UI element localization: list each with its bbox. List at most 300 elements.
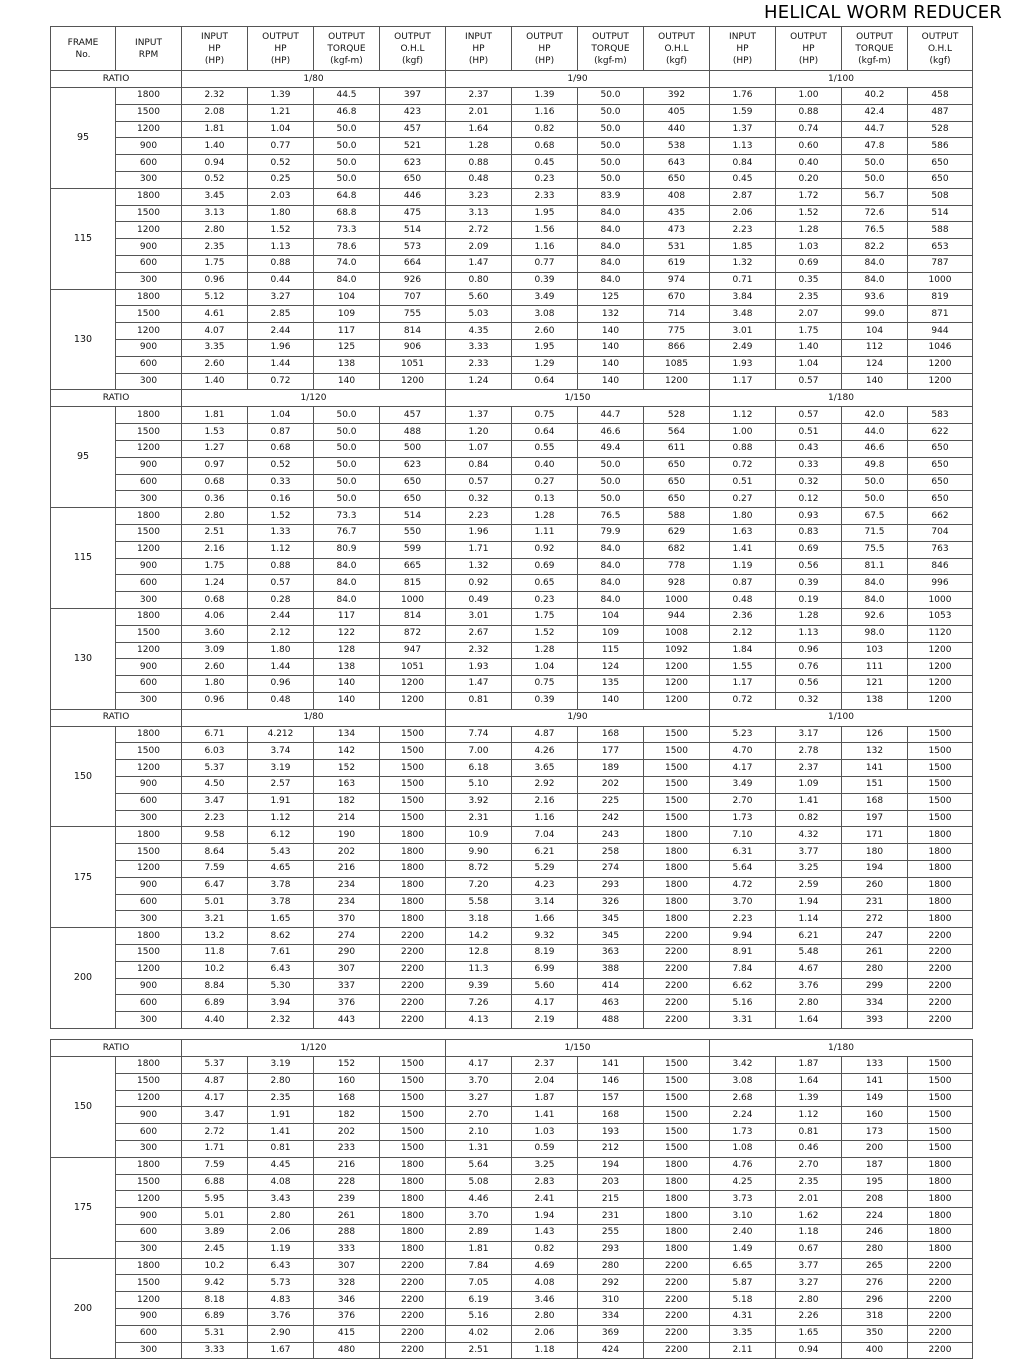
value-cell: 586 — [908, 138, 973, 155]
value-cell: 50.0 — [314, 474, 380, 491]
value-cell: 6.71 — [182, 726, 248, 743]
input-rpm-cell: 600 — [116, 894, 182, 911]
value-cell: 6.21 — [776, 928, 842, 945]
value-cell: 0.87 — [710, 575, 776, 592]
data-row — [51, 155, 973, 172]
document-title: HELICAL WORM REDUCER — [764, 2, 1002, 23]
value-cell: 4.17 — [512, 995, 578, 1012]
value-cell: 4.45 — [248, 1157, 314, 1174]
value-cell: 0.52 — [248, 155, 314, 172]
value-cell: 8.84 — [182, 978, 248, 995]
value-cell: 1.07 — [446, 440, 512, 457]
value-cell: 2200 — [644, 1325, 710, 1342]
value-cell: 5.30 — [248, 978, 314, 995]
value-cell: 1.32 — [446, 558, 512, 575]
ratio-value: 1/180 — [710, 390, 973, 407]
input-rpm-cell: 900 — [116, 1208, 182, 1225]
value-cell: 3.76 — [776, 978, 842, 995]
value-cell: 0.77 — [512, 255, 578, 272]
data-row — [51, 104, 973, 121]
value-cell: 50.0 — [842, 474, 908, 491]
value-cell: 0.96 — [776, 642, 842, 659]
value-cell: 234 — [314, 894, 380, 911]
value-cell: 160 — [314, 1073, 380, 1090]
value-cell: 528 — [908, 121, 973, 138]
value-cell: 1.80 — [710, 508, 776, 525]
value-cell: 0.56 — [776, 676, 842, 693]
value-cell: 1.75 — [512, 608, 578, 625]
value-cell: 4.87 — [512, 726, 578, 743]
value-cell: 12.8 — [446, 945, 512, 962]
ratio-value: 1/80 — [182, 71, 446, 88]
data-row — [51, 777, 973, 794]
value-cell: 42.0 — [842, 407, 908, 424]
value-cell: 5.37 — [182, 1057, 248, 1074]
value-cell: 1.37 — [446, 407, 512, 424]
value-cell: 2.70 — [710, 793, 776, 810]
input-rpm-cell: 1500 — [116, 844, 182, 861]
value-cell: 49.8 — [842, 457, 908, 474]
value-cell: 0.72 — [248, 373, 314, 390]
value-cell: 2.10 — [446, 1124, 512, 1141]
value-cell: 50.0 — [578, 171, 644, 188]
value-cell: 6.88 — [182, 1174, 248, 1191]
frame-number: 95 — [51, 407, 116, 508]
value-cell: 2.80 — [512, 1308, 578, 1325]
frame-number: 200 — [51, 928, 116, 1029]
value-cell: 1000 — [908, 592, 973, 609]
frame-number: 175 — [51, 827, 116, 928]
value-cell: 2.08 — [182, 104, 248, 121]
value-cell: 1.37 — [710, 121, 776, 138]
value-cell: 3.70 — [446, 1208, 512, 1225]
value-cell: 2.01 — [446, 104, 512, 121]
value-cell: 1000 — [908, 272, 973, 289]
data-row — [51, 1191, 973, 1208]
value-cell: 4.72 — [710, 877, 776, 894]
value-cell: 1.16 — [512, 810, 578, 827]
value-cell: 50.0 — [578, 474, 644, 491]
data-row — [51, 440, 973, 457]
value-cell: 1.39 — [248, 88, 314, 105]
value-cell: 2.72 — [182, 1124, 248, 1141]
value-cell: 216 — [314, 1157, 380, 1174]
value-cell: 9.90 — [446, 844, 512, 861]
value-cell: 109 — [314, 306, 380, 323]
value-cell: 261 — [842, 945, 908, 962]
value-cell: 1.14 — [776, 911, 842, 928]
value-cell: 208 — [842, 1191, 908, 1208]
value-cell: 4.17 — [710, 760, 776, 777]
data-row — [51, 575, 973, 592]
value-cell: 0.27 — [710, 491, 776, 508]
value-cell: 1500 — [644, 1107, 710, 1124]
value-cell: 50.0 — [578, 457, 644, 474]
value-cell: 458 — [908, 88, 973, 105]
value-cell: 47.8 — [842, 138, 908, 155]
value-cell: 3.18 — [446, 911, 512, 928]
value-cell: 4.08 — [248, 1174, 314, 1191]
value-cell: 9.42 — [182, 1275, 248, 1292]
value-cell: 140 — [578, 356, 644, 373]
value-cell: 124 — [578, 659, 644, 676]
value-cell: 0.69 — [776, 255, 842, 272]
value-cell: 1800 — [380, 1191, 446, 1208]
value-cell: 2200 — [644, 1342, 710, 1359]
value-cell: 216 — [314, 861, 380, 878]
value-cell: 714 — [644, 306, 710, 323]
value-cell: 0.51 — [776, 424, 842, 441]
value-cell: 650 — [908, 155, 973, 172]
value-cell: 3.23 — [446, 188, 512, 205]
value-cell: 84.0 — [578, 255, 644, 272]
value-cell: 787 — [908, 255, 973, 272]
value-cell: 5.43 — [248, 844, 314, 861]
value-cell: 2200 — [644, 928, 710, 945]
value-cell: 141 — [842, 760, 908, 777]
value-cell: 1500 — [908, 1090, 973, 1107]
value-cell: 2200 — [644, 1308, 710, 1325]
ratio-value: 1/100 — [710, 709, 973, 726]
value-cell: 1.08 — [710, 1140, 776, 1157]
value-cell: 6.89 — [182, 995, 248, 1012]
value-cell: 4.50 — [182, 777, 248, 794]
value-cell: 0.96 — [248, 676, 314, 693]
data-row — [51, 188, 973, 205]
value-cell: 124 — [842, 356, 908, 373]
value-cell: 228 — [314, 1174, 380, 1191]
value-cell: 0.39 — [512, 692, 578, 709]
value-cell: 1800 — [644, 1208, 710, 1225]
value-cell: 1.75 — [776, 323, 842, 340]
value-cell: 0.71 — [710, 272, 776, 289]
value-cell: 14.2 — [446, 928, 512, 945]
input-rpm-cell: 1800 — [116, 289, 182, 306]
ratio-row — [51, 390, 973, 407]
value-cell: 488 — [380, 424, 446, 441]
value-cell: 44.0 — [842, 424, 908, 441]
value-cell: 1.41 — [248, 1124, 314, 1141]
value-cell: 2.35 — [182, 239, 248, 256]
data-row — [51, 171, 973, 188]
value-cell: 7.74 — [446, 726, 512, 743]
ratio-row — [51, 71, 973, 88]
value-cell: 2.57 — [248, 777, 314, 794]
value-cell: 189 — [578, 760, 644, 777]
value-cell: 3.35 — [710, 1325, 776, 1342]
frame-number: 175 — [51, 1157, 116, 1258]
data-row — [51, 491, 973, 508]
value-cell: 6.43 — [248, 961, 314, 978]
input-rpm-cell: 1200 — [116, 440, 182, 457]
input-rpm-cell: 1500 — [116, 205, 182, 222]
value-cell: 0.64 — [512, 373, 578, 390]
value-cell: 1.41 — [776, 793, 842, 810]
value-cell: 5.01 — [182, 1208, 248, 1225]
value-cell: 2.90 — [248, 1325, 314, 1342]
value-cell: 168 — [578, 726, 644, 743]
input-rpm-cell: 600 — [116, 155, 182, 172]
value-cell: 3.77 — [776, 1258, 842, 1275]
value-cell: 3.70 — [710, 894, 776, 911]
value-cell: 508 — [908, 188, 973, 205]
value-cell: 290 — [314, 945, 380, 962]
value-cell: 1800 — [380, 911, 446, 928]
data-row — [51, 844, 973, 861]
value-cell: 9.39 — [446, 978, 512, 995]
value-cell: 6.03 — [182, 743, 248, 760]
value-cell: 84.0 — [578, 541, 644, 558]
value-cell: 1.55 — [710, 659, 776, 676]
value-cell: 0.82 — [512, 121, 578, 138]
value-cell: 152 — [314, 760, 380, 777]
value-cell: 1.84 — [710, 642, 776, 659]
value-cell: 265 — [842, 1258, 908, 1275]
value-cell: 2.35 — [776, 289, 842, 306]
value-cell: 650 — [644, 491, 710, 508]
value-cell: 1200 — [908, 356, 973, 373]
value-cell: 1.03 — [512, 1124, 578, 1141]
value-cell: 1500 — [380, 777, 446, 794]
value-cell: 2200 — [380, 1325, 446, 1342]
value-cell: 1500 — [908, 793, 973, 810]
data-row — [51, 1208, 973, 1225]
value-cell: 0.68 — [182, 474, 248, 491]
value-cell: 56.7 — [842, 188, 908, 205]
value-cell: 0.81 — [776, 1124, 842, 1141]
value-cell: 3.25 — [776, 861, 842, 878]
column-header: OUTPUT TORQUE (kgf-m) — [578, 27, 644, 71]
data-row — [51, 1275, 973, 1292]
value-cell: 1000 — [380, 592, 446, 609]
value-cell: 3.17 — [776, 726, 842, 743]
value-cell: 763 — [908, 541, 973, 558]
value-cell: 0.82 — [512, 1241, 578, 1258]
value-cell: 134 — [314, 726, 380, 743]
value-cell: 1800 — [380, 844, 446, 861]
frame-number: 115 — [51, 508, 116, 609]
value-cell: 1200 — [380, 373, 446, 390]
value-cell: 4.70 — [710, 743, 776, 760]
value-cell: 0.45 — [512, 155, 578, 172]
value-cell: 0.97 — [182, 457, 248, 474]
value-cell: 400 — [842, 1342, 908, 1359]
value-cell: 926 — [380, 272, 446, 289]
value-cell: 5.16 — [710, 995, 776, 1012]
value-cell: 44.7 — [842, 121, 908, 138]
value-cell: 3.42 — [710, 1057, 776, 1074]
input-rpm-cell: 1200 — [116, 121, 182, 138]
value-cell: 2.59 — [776, 877, 842, 894]
value-cell: 0.52 — [182, 171, 248, 188]
value-cell: 1.17 — [710, 373, 776, 390]
value-cell: 5.64 — [446, 1157, 512, 1174]
value-cell: 1.29 — [512, 356, 578, 373]
value-cell: 1.44 — [248, 356, 314, 373]
value-cell: 3.09 — [182, 642, 248, 659]
value-cell: 4.69 — [512, 1258, 578, 1275]
value-cell: 3.19 — [248, 1057, 314, 1074]
column-header: OUTPUT HP (HP) — [776, 27, 842, 71]
value-cell: 1.28 — [512, 642, 578, 659]
ratio-value: 1/150 — [446, 1040, 710, 1057]
value-cell: 4.26 — [512, 743, 578, 760]
value-cell: 0.96 — [182, 272, 248, 289]
value-cell: 2200 — [908, 928, 973, 945]
value-cell: 1.96 — [446, 524, 512, 541]
value-cell: 480 — [314, 1342, 380, 1359]
value-cell: 2200 — [908, 1342, 973, 1359]
value-cell: 3.65 — [512, 760, 578, 777]
value-cell: 1800 — [908, 877, 973, 894]
value-cell: 1500 — [380, 726, 446, 743]
input-rpm-cell: 1200 — [116, 1090, 182, 1107]
value-cell: 50.0 — [578, 155, 644, 172]
value-cell: 326 — [578, 894, 644, 911]
value-cell: 6.21 — [512, 844, 578, 861]
value-cell: 0.88 — [710, 440, 776, 457]
value-cell: 650 — [644, 474, 710, 491]
value-cell: 4.06 — [182, 608, 248, 625]
value-cell: 345 — [578, 911, 644, 928]
performance-table-lower — [50, 1039, 973, 1359]
value-cell: 307 — [314, 1258, 380, 1275]
value-cell: 6.65 — [710, 1258, 776, 1275]
value-cell: 3.14 — [512, 894, 578, 911]
value-cell: 346 — [314, 1292, 380, 1309]
value-cell: 307 — [314, 961, 380, 978]
value-cell: 71.5 — [842, 524, 908, 541]
value-cell: 1500 — [908, 743, 973, 760]
value-cell: 125 — [578, 289, 644, 306]
value-cell: 1800 — [644, 827, 710, 844]
input-rpm-cell: 1500 — [116, 1174, 182, 1191]
value-cell: 0.16 — [248, 491, 314, 508]
value-cell: 2.35 — [248, 1090, 314, 1107]
value-cell: 1800 — [644, 1241, 710, 1258]
input-rpm-cell: 300 — [116, 491, 182, 508]
value-cell: 2200 — [380, 995, 446, 1012]
value-cell: 0.93 — [776, 508, 842, 525]
value-cell: 514 — [380, 508, 446, 525]
input-rpm-cell: 1800 — [116, 726, 182, 743]
frame-number: 130 — [51, 289, 116, 390]
value-cell: 2200 — [908, 945, 973, 962]
value-cell: 6.47 — [182, 877, 248, 894]
value-cell: 0.46 — [776, 1140, 842, 1157]
ratio-label: RATIO — [51, 71, 182, 88]
value-cell: 1.43 — [512, 1224, 578, 1241]
value-cell: 214 — [314, 810, 380, 827]
value-cell: 132 — [842, 743, 908, 760]
value-cell: 50.0 — [578, 104, 644, 121]
data-row — [51, 205, 973, 222]
value-cell: 1.87 — [776, 1057, 842, 1074]
value-cell: 3.77 — [776, 844, 842, 861]
value-cell: 1.13 — [710, 138, 776, 155]
value-cell: 163 — [314, 777, 380, 794]
value-cell: 173 — [842, 1124, 908, 1141]
value-cell: 0.35 — [776, 272, 842, 289]
value-cell: 3.47 — [182, 793, 248, 810]
value-cell: 2.33 — [512, 188, 578, 205]
value-cell: 1800 — [380, 861, 446, 878]
value-cell: 2200 — [908, 1292, 973, 1309]
value-cell: 0.94 — [776, 1342, 842, 1359]
value-cell: 1800 — [380, 1174, 446, 1191]
value-cell: 1800 — [644, 877, 710, 894]
value-cell: 1.52 — [248, 222, 314, 239]
value-cell: 4.35 — [446, 323, 512, 340]
input-rpm-cell: 1800 — [116, 608, 182, 625]
value-cell: 653 — [908, 239, 973, 256]
value-cell: 274 — [578, 861, 644, 878]
value-cell: 0.56 — [776, 558, 842, 575]
value-cell: 7.20 — [446, 877, 512, 894]
value-cell: 1500 — [908, 726, 973, 743]
input-rpm-cell: 600 — [116, 575, 182, 592]
data-row — [51, 743, 973, 760]
value-cell: 415 — [314, 1325, 380, 1342]
input-rpm-cell: 900 — [116, 978, 182, 995]
value-cell: 140 — [578, 692, 644, 709]
value-cell: 0.49 — [446, 592, 512, 609]
value-cell: 0.32 — [446, 491, 512, 508]
value-cell: 1.39 — [776, 1090, 842, 1107]
value-cell: 0.68 — [512, 138, 578, 155]
value-cell: 2.89 — [446, 1224, 512, 1241]
value-cell: 1.41 — [710, 541, 776, 558]
value-cell: 0.28 — [248, 592, 314, 609]
value-cell: 0.57 — [446, 474, 512, 491]
value-cell: 2200 — [644, 978, 710, 995]
value-cell: 4.08 — [512, 1275, 578, 1292]
value-cell: 443 — [314, 1012, 380, 1029]
value-cell: 0.88 — [446, 155, 512, 172]
ratio-label: RATIO — [51, 709, 182, 726]
value-cell: 140 — [314, 692, 380, 709]
value-cell: 98.0 — [842, 625, 908, 642]
value-cell: 1800 — [644, 1191, 710, 1208]
value-cell: 2.70 — [446, 1107, 512, 1124]
value-cell: 0.23 — [512, 592, 578, 609]
value-cell: 0.65 — [512, 575, 578, 592]
value-cell: 132 — [578, 306, 644, 323]
value-cell: 1200 — [644, 692, 710, 709]
value-cell: 104 — [842, 323, 908, 340]
value-cell: 388 — [578, 961, 644, 978]
value-cell: 1200 — [908, 676, 973, 693]
value-cell: 528 — [644, 407, 710, 424]
value-cell: 2.32 — [182, 88, 248, 105]
value-cell: 46.6 — [842, 440, 908, 457]
value-cell: 142 — [314, 743, 380, 760]
input-rpm-cell: 1200 — [116, 760, 182, 777]
value-cell: 7.84 — [446, 1258, 512, 1275]
value-cell: 247 — [842, 928, 908, 945]
value-cell: 6.31 — [710, 844, 776, 861]
value-cell: 2.60 — [512, 323, 578, 340]
data-row — [51, 407, 973, 424]
value-cell: 2.44 — [248, 608, 314, 625]
value-cell: 80.9 — [314, 541, 380, 558]
value-cell: 2.60 — [182, 356, 248, 373]
value-cell: 5.87 — [710, 1275, 776, 1292]
value-cell: 50.0 — [314, 121, 380, 138]
value-cell: 2.80 — [248, 1208, 314, 1225]
value-cell: 109 — [578, 625, 644, 642]
value-cell: 2200 — [644, 961, 710, 978]
